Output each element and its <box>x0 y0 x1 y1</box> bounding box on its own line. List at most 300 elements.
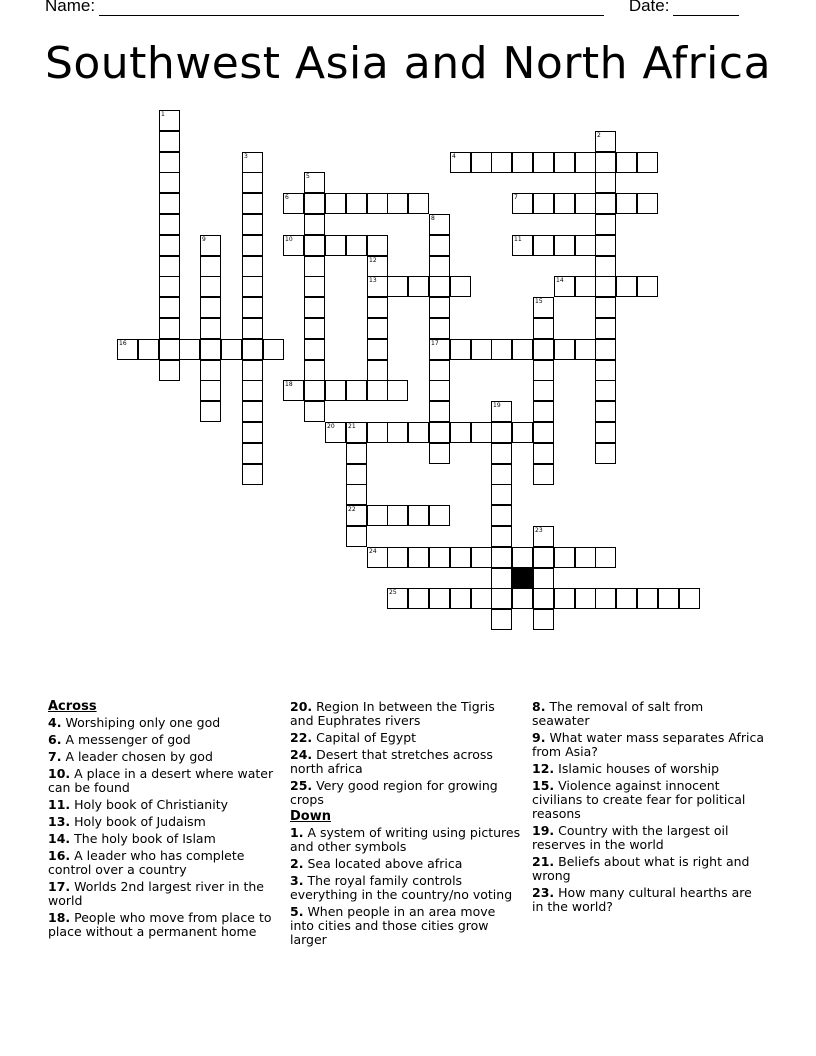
clue-text: Capital of Egypt <box>316 730 417 745</box>
grid-cell[interactable] <box>595 276 616 297</box>
grid-cell[interactable] <box>616 193 637 214</box>
grid-cell[interactable] <box>595 235 616 256</box>
grid-cell[interactable] <box>325 235 346 256</box>
clue-item <box>48 832 280 846</box>
clue-text: How many cultural hearths are in the world? <box>532 885 752 914</box>
grid-cell[interactable] <box>533 588 554 609</box>
grid-cell[interactable] <box>242 339 263 360</box>
clue-number: 1. <box>290 825 304 840</box>
grid-cell[interactable] <box>533 339 554 360</box>
grid-cell[interactable] <box>450 547 471 568</box>
grid-cell[interactable] <box>658 588 679 609</box>
clue-number: 8. <box>532 699 546 714</box>
clue-number: 22. <box>290 730 313 745</box>
clue-number-label: 13 <box>369 277 377 284</box>
clue-number: 14. <box>48 831 71 846</box>
grid-cell[interactable] <box>491 609 512 630</box>
across-heading: Across <box>48 699 97 714</box>
grid-cell[interactable] <box>429 401 450 422</box>
clue-number-label: 3 <box>244 153 248 160</box>
clue-text: Worlds 2nd largest river in the world <box>48 879 264 908</box>
grid-cell[interactable] <box>387 588 408 609</box>
grid-cell[interactable] <box>242 360 263 381</box>
grid-cell[interactable] <box>367 422 388 443</box>
grid-cell[interactable] <box>304 318 325 339</box>
grid-cell[interactable] <box>159 276 180 297</box>
grid-cell[interactable] <box>242 152 263 173</box>
clue-number: 7. <box>48 749 62 764</box>
clue-item <box>48 815 280 829</box>
clue-number-label: 21 <box>348 423 356 430</box>
clue-text: A place in a desert where water can be found <box>48 766 274 795</box>
grid-cell[interactable] <box>346 443 367 464</box>
grid-cell[interactable] <box>429 422 450 443</box>
grid-cell[interactable] <box>450 276 471 297</box>
clue-text: Country with the largest oil reserves in the world <box>532 823 729 852</box>
clue-item <box>532 762 764 776</box>
clue-number: 10. <box>48 766 71 781</box>
grid-cell[interactable] <box>159 172 180 193</box>
grid-cell[interactable] <box>429 443 450 464</box>
grid-cell[interactable] <box>595 297 616 318</box>
name-label: Name: <box>45 0 96 15</box>
grid-cell[interactable] <box>533 609 554 630</box>
grid-cell[interactable] <box>200 339 221 360</box>
grid-cell[interactable] <box>304 256 325 277</box>
grid-cell[interactable] <box>595 380 616 401</box>
clue-number: 21. <box>532 854 555 869</box>
blocked-cell <box>512 568 533 589</box>
grid-cell[interactable] <box>491 588 512 609</box>
grid-cell[interactable] <box>575 193 596 214</box>
clue-item <box>290 826 522 854</box>
grid-cell[interactable] <box>554 339 575 360</box>
grid-cell[interactable] <box>637 193 658 214</box>
grid-cell[interactable] <box>429 297 450 318</box>
clue-text: Worshiping only one god <box>65 715 221 730</box>
grid-cell[interactable] <box>242 422 263 443</box>
grid-cell[interactable] <box>283 380 304 401</box>
clue-item <box>48 798 280 812</box>
grid-cell[interactable] <box>325 193 346 214</box>
clue-text: Holy book of Judaism <box>74 814 206 829</box>
grid-cell[interactable] <box>471 339 492 360</box>
grid-cell[interactable] <box>595 318 616 339</box>
clue-item <box>48 750 280 764</box>
clue-number: 19. <box>532 823 555 838</box>
grid-cell[interactable] <box>512 547 533 568</box>
clue-number: 24. <box>290 747 313 762</box>
grid-cell[interactable] <box>533 318 554 339</box>
grid-cell[interactable] <box>242 380 263 401</box>
clue-text: A leader who has complete control over a country <box>48 848 245 877</box>
grid-cell[interactable] <box>533 193 554 214</box>
grid-cell[interactable] <box>471 547 492 568</box>
grid-cell[interactable] <box>367 360 388 381</box>
grid-cell[interactable] <box>595 193 616 214</box>
clue-item <box>290 700 522 728</box>
grid-cell[interactable] <box>408 422 429 443</box>
grid-cell[interactable] <box>304 339 325 360</box>
grid-cell[interactable] <box>491 401 512 422</box>
grid-cell[interactable] <box>429 360 450 381</box>
clue-number: 17. <box>48 879 71 894</box>
clue-item <box>48 849 280 877</box>
grid-cell[interactable] <box>575 588 596 609</box>
grid-cell[interactable] <box>491 568 512 589</box>
grid-cell[interactable] <box>471 152 492 173</box>
grid-cell[interactable] <box>533 547 554 568</box>
grid-cell[interactable] <box>367 380 388 401</box>
grid-cell[interactable] <box>429 235 450 256</box>
grid-cell[interactable] <box>200 360 221 381</box>
clue-text: Beliefs about what is right and wrong <box>532 854 750 883</box>
clue-text: People who move from place to place without a permanent home <box>48 910 272 939</box>
grid-cell[interactable] <box>637 276 658 297</box>
clue-number: 15. <box>532 778 555 793</box>
grid-cell[interactable] <box>367 339 388 360</box>
grid-cell[interactable] <box>450 422 471 443</box>
grid-cell[interactable] <box>491 422 512 443</box>
grid-cell[interactable] <box>429 380 450 401</box>
grid-cell[interactable] <box>616 588 637 609</box>
grid-cell[interactable] <box>408 588 429 609</box>
clue-number: 3. <box>290 873 304 888</box>
grid-cell[interactable] <box>242 193 263 214</box>
grid-cell[interactable] <box>429 339 450 360</box>
clue-number: 6. <box>48 732 62 747</box>
grid-cell[interactable] <box>200 297 221 318</box>
grid-cell[interactable] <box>471 422 492 443</box>
date-label: Date: <box>628 0 670 15</box>
grid-cell[interactable] <box>367 547 388 568</box>
grid-cell[interactable] <box>554 193 575 214</box>
grid-cell[interactable] <box>595 422 616 443</box>
grid-cell[interactable] <box>346 505 367 526</box>
grid-cell[interactable] <box>533 380 554 401</box>
clues-column-3 <box>532 700 764 917</box>
grid-cell[interactable] <box>304 380 325 401</box>
clue-item <box>532 886 764 914</box>
grid-cell[interactable] <box>554 588 575 609</box>
grid-cell[interactable] <box>242 235 263 256</box>
grid-cell[interactable] <box>367 505 388 526</box>
clue-text: Very good region for growing crops <box>290 778 498 807</box>
grid-cell[interactable] <box>242 318 263 339</box>
grid-cell[interactable] <box>346 235 367 256</box>
clue-item <box>532 731 764 759</box>
clue-number: 4. <box>48 715 62 730</box>
grid-cell[interactable] <box>242 297 263 318</box>
clue-item <box>48 880 280 908</box>
grid-cell[interactable] <box>575 547 596 568</box>
grid-cell[interactable] <box>471 588 492 609</box>
clue-number-label: 17 <box>431 340 439 347</box>
grid-cell[interactable] <box>450 588 471 609</box>
clue-number-label: 15 <box>535 298 543 305</box>
clue-number-label: 7 <box>514 194 518 201</box>
grid-cell[interactable] <box>159 256 180 277</box>
grid-cell[interactable] <box>554 547 575 568</box>
clue-number: 25. <box>290 778 313 793</box>
grid-cell[interactable] <box>512 339 533 360</box>
grid-cell[interactable] <box>595 172 616 193</box>
grid-cell[interactable] <box>200 380 221 401</box>
clue-number-label: 8 <box>431 215 435 222</box>
puzzle-title: Southwest Asia and North Africa <box>44 38 772 89</box>
grid-cell[interactable] <box>387 505 408 526</box>
grid-cell[interactable] <box>429 276 450 297</box>
grid-cell[interactable] <box>491 505 512 526</box>
clue-item <box>290 874 522 902</box>
grid-cell[interactable] <box>595 214 616 235</box>
clue-text: Desert that stretches across north africa <box>290 747 493 776</box>
grid-cell[interactable] <box>637 152 658 173</box>
grid-cell[interactable] <box>408 276 429 297</box>
grid-cell[interactable] <box>554 276 575 297</box>
clue-number-label: 2 <box>597 132 601 139</box>
grid-cell[interactable] <box>242 401 263 422</box>
grid-cell[interactable] <box>304 401 325 422</box>
grid-cell[interactable] <box>491 464 512 485</box>
clue-text: Holy book of Christianity <box>74 797 228 812</box>
clue-text: Region In between the Tigris and Euphrates rivers <box>290 699 495 728</box>
clue-number-label: 22 <box>348 506 356 513</box>
grid-cell[interactable] <box>533 526 554 547</box>
clue-item <box>290 748 522 776</box>
grid-cell[interactable] <box>367 318 388 339</box>
name-date-header <box>45 0 745 16</box>
grid-cell[interactable] <box>533 422 554 443</box>
clue-number-label: 25 <box>389 589 397 596</box>
grid-cell[interactable] <box>159 339 180 360</box>
grid-cell[interactable] <box>533 401 554 422</box>
grid-cell[interactable] <box>200 401 221 422</box>
clue-number: 11. <box>48 797 71 812</box>
grid-cell[interactable] <box>616 276 637 297</box>
clues-column-2 <box>290 700 522 950</box>
grid-cell[interactable] <box>387 547 408 568</box>
grid-cell[interactable] <box>429 214 450 235</box>
grid-cell[interactable] <box>159 193 180 214</box>
grid-cell[interactable] <box>533 443 554 464</box>
grid-cell[interactable] <box>179 339 200 360</box>
grid-cell[interactable] <box>283 235 304 256</box>
grid-cell[interactable] <box>533 235 554 256</box>
clue-item <box>48 716 280 730</box>
grid-cell[interactable] <box>450 339 471 360</box>
grid-cell[interactable] <box>408 505 429 526</box>
grid-cell[interactable] <box>159 131 180 152</box>
grid-cell[interactable] <box>491 526 512 547</box>
grid-cell[interactable] <box>429 547 450 568</box>
grid-cell[interactable] <box>159 152 180 173</box>
clue-text: A system of writing using pictures and other symbols <box>290 825 521 854</box>
grid-cell[interactable] <box>159 110 180 131</box>
grid-cell[interactable] <box>533 568 554 589</box>
clue-number-label: 16 <box>119 340 127 347</box>
grid-cell[interactable] <box>200 276 221 297</box>
clue-item <box>532 824 764 852</box>
grid-cell[interactable] <box>346 464 367 485</box>
grid-cell[interactable] <box>304 360 325 381</box>
clue-number-label: 5 <box>306 173 310 180</box>
grid-cell[interactable] <box>595 588 616 609</box>
grid-cell[interactable] <box>408 193 429 214</box>
grid-cell[interactable] <box>159 235 180 256</box>
clue-number-label: 19 <box>493 402 501 409</box>
grid-cell[interactable] <box>200 256 221 277</box>
grid-cell[interactable] <box>346 526 367 547</box>
grid-cell[interactable] <box>304 172 325 193</box>
clue-number: 20. <box>290 699 313 714</box>
grid-cell[interactable] <box>637 588 658 609</box>
grid-cell[interactable] <box>512 235 533 256</box>
clue-number: 9. <box>532 730 546 745</box>
grid-cell[interactable] <box>367 297 388 318</box>
grid-cell[interactable] <box>429 588 450 609</box>
grid-cell[interactable] <box>575 276 596 297</box>
grid-cell[interactable] <box>221 339 242 360</box>
clue-number-label: 11 <box>514 236 522 243</box>
grid-cell[interactable] <box>346 380 367 401</box>
grid-cell[interactable] <box>387 193 408 214</box>
grid-cell[interactable] <box>595 443 616 464</box>
grid-cell[interactable] <box>575 152 596 173</box>
grid-cell[interactable] <box>304 235 325 256</box>
grid-cell[interactable] <box>346 422 367 443</box>
grid-cell[interactable] <box>595 339 616 360</box>
clue-number: 5. <box>290 904 304 919</box>
grid-cell[interactable] <box>408 547 429 568</box>
grid-cell[interactable] <box>242 172 263 193</box>
grid-cell[interactable] <box>491 339 512 360</box>
grid-cell[interactable] <box>595 401 616 422</box>
grid-cell[interactable] <box>512 588 533 609</box>
grid-cell[interactable] <box>242 276 263 297</box>
clue-number: 23. <box>532 885 555 900</box>
grid-cell[interactable] <box>533 152 554 173</box>
name-blank-line[interactable] <box>99 0 604 16</box>
grid-cell[interactable] <box>512 422 533 443</box>
grid-cell[interactable] <box>304 193 325 214</box>
grid-cell[interactable] <box>387 276 408 297</box>
clue-text: Islamic houses of worship <box>558 761 720 776</box>
grid-cell[interactable] <box>304 276 325 297</box>
grid-cell[interactable] <box>367 276 388 297</box>
clue-item <box>532 855 764 883</box>
grid-cell[interactable] <box>512 193 533 214</box>
grid-cell[interactable] <box>429 318 450 339</box>
grid-cell[interactable] <box>616 152 637 173</box>
clue-text: A messenger of god <box>65 732 191 747</box>
grid-cell[interactable] <box>387 422 408 443</box>
grid-cell[interactable] <box>491 484 512 505</box>
grid-cell[interactable] <box>367 256 388 277</box>
clue-number-label: 23 <box>535 527 543 534</box>
grid-cell[interactable] <box>263 339 284 360</box>
grid-cell[interactable] <box>117 339 138 360</box>
clue-number: 12. <box>532 761 555 776</box>
grid-cell[interactable] <box>533 464 554 485</box>
clue-item <box>48 767 280 795</box>
grid-cell[interactable] <box>325 380 346 401</box>
clue-number-label: 4 <box>452 153 456 160</box>
clue-text: When people in an area move into cities and those cities grow larger <box>290 904 496 947</box>
grid-cell[interactable] <box>533 360 554 381</box>
grid-cell[interactable] <box>595 131 616 152</box>
grid-cell[interactable] <box>575 235 596 256</box>
grid-cell[interactable] <box>346 484 367 505</box>
clue-text: What water mass separates Africa from Asia? <box>532 730 765 759</box>
grid-cell[interactable] <box>159 214 180 235</box>
clue-number-label: 10 <box>285 236 293 243</box>
grid-cell[interactable] <box>491 547 512 568</box>
grid-cell[interactable] <box>595 547 616 568</box>
clue-number: 18. <box>48 910 71 925</box>
grid-cell[interactable] <box>159 318 180 339</box>
grid-cell[interactable] <box>491 152 512 173</box>
clue-text: Violence against innocent civilians to create fear for political reasons <box>532 778 746 821</box>
grid-cell[interactable] <box>387 380 408 401</box>
grid-cell[interactable] <box>325 422 346 443</box>
clue-text: The holy book of Islam <box>74 831 216 846</box>
grid-cell[interactable] <box>283 193 304 214</box>
grid-cell[interactable] <box>200 235 221 256</box>
grid-cell[interactable] <box>450 152 471 173</box>
clue-item <box>48 733 280 747</box>
clue-number-label: 24 <box>369 548 377 555</box>
grid-cell[interactable] <box>138 339 159 360</box>
clue-number-label: 1 <box>161 111 165 118</box>
grid-cell[interactable] <box>159 297 180 318</box>
grid-cell[interactable] <box>242 464 263 485</box>
clue-item <box>532 700 764 728</box>
grid-cell[interactable] <box>595 360 616 381</box>
grid-cell[interactable] <box>512 152 533 173</box>
grid-cell[interactable] <box>346 193 367 214</box>
clue-text: The royal family controls everything in the country/no voting <box>290 873 513 902</box>
clue-text: A leader chosen by god <box>65 749 213 764</box>
grid-cell[interactable] <box>554 235 575 256</box>
grid-cell[interactable] <box>304 297 325 318</box>
grid-cell[interactable] <box>595 256 616 277</box>
grid-cell[interactable] <box>429 256 450 277</box>
grid-cell[interactable] <box>304 214 325 235</box>
grid-cell[interactable] <box>242 256 263 277</box>
clue-item <box>290 905 522 947</box>
clue-number-label: 9 <box>202 236 206 243</box>
grid-cell[interactable] <box>367 193 388 214</box>
grid-cell[interactable] <box>242 443 263 464</box>
grid-cell[interactable] <box>242 214 263 235</box>
clue-number: 13. <box>48 814 71 829</box>
grid-cell[interactable] <box>200 318 221 339</box>
date-blank-line[interactable] <box>673 0 739 16</box>
clue-number: 16. <box>48 848 71 863</box>
grid-cell[interactable] <box>533 297 554 318</box>
grid-cell[interactable] <box>679 588 700 609</box>
clue-text: The removal of salt from seawater <box>532 699 704 728</box>
grid-cell[interactable] <box>367 235 388 256</box>
grid-cell[interactable] <box>595 152 616 173</box>
clue-item <box>290 731 522 745</box>
grid-cell[interactable] <box>429 505 450 526</box>
grid-cell[interactable] <box>575 339 596 360</box>
grid-cell[interactable] <box>554 152 575 173</box>
grid-cell[interactable] <box>491 443 512 464</box>
grid-cell[interactable] <box>159 360 180 381</box>
